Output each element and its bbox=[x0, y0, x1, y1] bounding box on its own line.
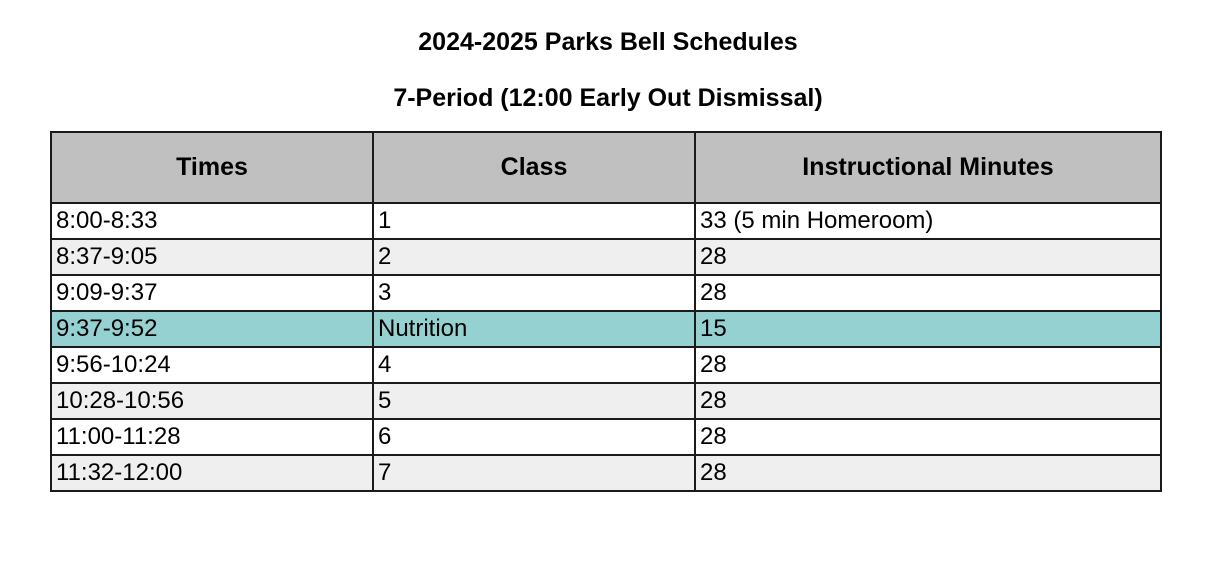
table-row bbox=[51, 455, 1161, 491]
minutes-cell: 15 bbox=[695, 311, 1161, 347]
class-cell: 3 bbox=[373, 275, 695, 311]
class-cell: 1 bbox=[373, 203, 695, 239]
class-cell: Nutrition bbox=[373, 311, 695, 347]
table-row bbox=[51, 275, 1161, 311]
class-cell: 6 bbox=[373, 419, 695, 455]
minutes-cell: 28 bbox=[695, 383, 1161, 419]
minutes-cell: 33 (5 min Homeroom) bbox=[695, 203, 1161, 239]
table-row-nutrition bbox=[51, 311, 1161, 347]
class-cell: 7 bbox=[373, 455, 695, 491]
class-cell: 5 bbox=[373, 383, 695, 419]
bell-schedule-table bbox=[50, 131, 1162, 492]
table-row bbox=[51, 383, 1161, 419]
time-cell: 8:37-9:05 bbox=[51, 239, 373, 275]
time-cell: 8:00-8:33 bbox=[51, 203, 373, 239]
time-cell: 9:56-10:24 bbox=[51, 347, 373, 383]
minutes-cell: 28 bbox=[695, 347, 1161, 383]
minutes-cell: 28 bbox=[695, 239, 1161, 275]
column-header-times: Times bbox=[51, 132, 373, 203]
table-header-row bbox=[51, 132, 1161, 203]
time-cell: 10:28-10:56 bbox=[51, 383, 373, 419]
column-header-class: Class bbox=[373, 132, 695, 203]
class-cell: 4 bbox=[373, 347, 695, 383]
page-title: 2024-2025 Parks Bell Schedules bbox=[418, 28, 798, 56]
time-cell: 9:09-9:37 bbox=[51, 275, 373, 311]
table-row bbox=[51, 419, 1161, 455]
class-cell: 2 bbox=[373, 239, 695, 275]
column-header-minutes: Instructional Minutes bbox=[695, 132, 1161, 203]
minutes-cell: 28 bbox=[695, 275, 1161, 311]
table-row bbox=[51, 239, 1161, 275]
time-cell: 9:37-9:52 bbox=[51, 311, 373, 347]
table-row bbox=[51, 347, 1161, 383]
table-row bbox=[51, 203, 1161, 239]
schedule-subtitle: 7-Period (12:00 Early Out Dismissal) bbox=[393, 84, 823, 112]
minutes-cell: 28 bbox=[695, 419, 1161, 455]
time-cell: 11:32-12:00 bbox=[51, 455, 373, 491]
minutes-cell: 28 bbox=[695, 455, 1161, 491]
time-cell: 11:00-11:28 bbox=[51, 419, 373, 455]
